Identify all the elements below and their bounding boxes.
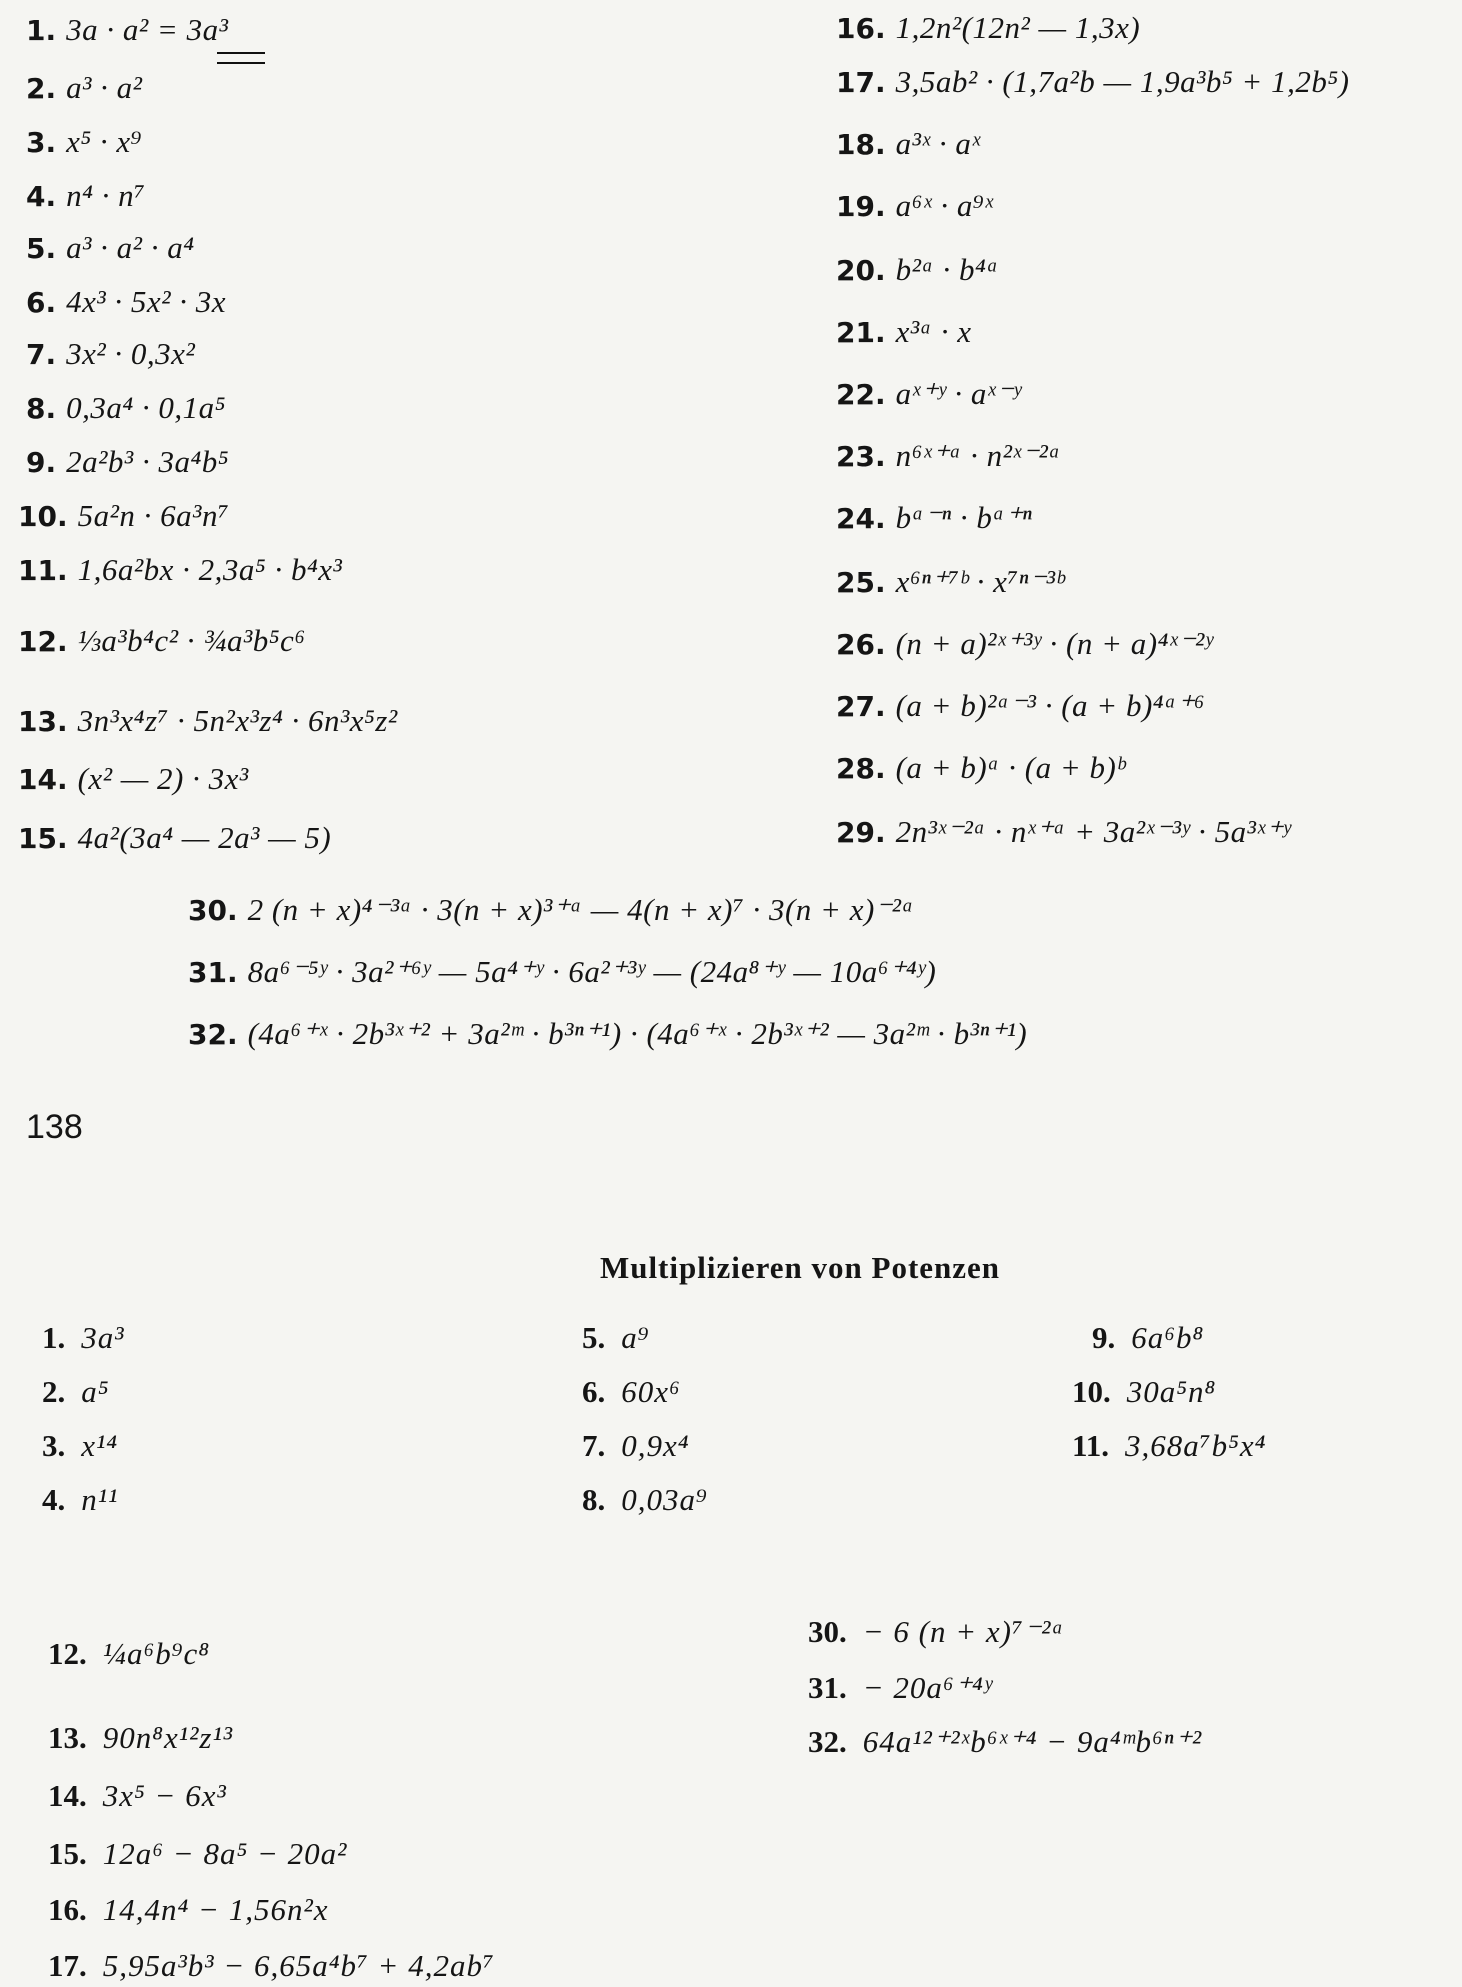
exercise-item: 15. 4a²(3a⁴ — 2a³ — 5) bbox=[18, 820, 332, 855]
answer-item: 6. 60x⁶ bbox=[582, 1374, 681, 1409]
exercise-item: 16. 1,2n²(12n² — 1,3x) bbox=[836, 10, 1141, 45]
answer-item: 16. 14,4n⁴ − 1,56n²x bbox=[48, 1892, 329, 1927]
exercise-item: 29. 2n³ˣ⁻²ᵃ · nˣ⁺ᵃ + 3a²ˣ⁻³ʸ · 5a³ˣ⁺ʸ bbox=[836, 814, 1291, 849]
answer-item: 13. 90n⁸x¹²z¹³ bbox=[48, 1720, 234, 1755]
exercise-item: 8. 0,3a⁴ · 0,1a⁵ bbox=[26, 390, 226, 425]
answer-item: 15. 12a⁶ − 8a⁵ − 20a² bbox=[48, 1836, 348, 1871]
exercise-item: 10. 5a²n · 6a³n⁷ bbox=[18, 498, 230, 533]
page-number: 138 bbox=[26, 1108, 83, 1146]
exercise-item: 17. 3,5ab² · (1,7a²b — 1,9a³b⁵ + 1,2b⁵) bbox=[836, 64, 1350, 99]
answer-item: 12. ¼a⁶b⁹c⁸ bbox=[48, 1636, 211, 1671]
answer-item: 14. 3x⁵ − 6x³ bbox=[48, 1778, 227, 1813]
exercise-item: 28. (a + b)ᵃ · (a + b)ᵇ bbox=[836, 750, 1126, 785]
answer-item: 32. 64a¹²⁺²ˣb⁶ˣ⁺⁴ − 9a⁴ᵐb⁶ⁿ⁺² bbox=[808, 1724, 1203, 1759]
exercise-item: 14. (x² — 2) · 3x³ bbox=[18, 761, 249, 796]
exercise-item: 5. a³ · a² · a⁴ bbox=[26, 230, 195, 265]
exercise-item: 12. ⅓a³b⁴c² · ¾a³b⁵c⁶ bbox=[18, 623, 306, 658]
answer-item: 1. 3a³ bbox=[42, 1320, 125, 1355]
exercise-item: 20. b²ᵃ · b⁴ᵃ bbox=[836, 252, 1000, 287]
exercise-item: 3. x⁵ · x⁹ bbox=[26, 124, 142, 159]
exercise-item: 24. bᵃ⁻ⁿ · bᵃ⁺ⁿ bbox=[836, 500, 1033, 535]
answer-item: 9. 6a⁶b⁸ bbox=[1092, 1320, 1205, 1355]
exercise-item: 25. x⁶ⁿ⁺⁷ᵇ · x⁷ⁿ⁻³ᵇ bbox=[836, 564, 1065, 599]
exercise-item: 22. aˣ⁺ʸ · aˣ⁻ʸ bbox=[836, 376, 1022, 411]
answer-item: 17. 5,95a³b³ − 6,65a⁴b⁷ + 4,2ab⁷ bbox=[48, 1948, 495, 1983]
exercise-item: 13. 3n³x⁴z⁷ · 5n²x³z⁴ · 6n³x⁵z² bbox=[18, 703, 398, 738]
answer-item: 3. x¹⁴ bbox=[42, 1428, 119, 1463]
exercise-item: 4. n⁴ · n⁷ bbox=[26, 178, 146, 213]
exercise-item: 23. n⁶ˣ⁺ᵃ · n²ˣ⁻²ᵃ bbox=[836, 438, 1062, 473]
exercise-item: 1. 3a · a² = 3a³ bbox=[26, 12, 229, 47]
exercise-item: 19. a⁶ˣ · a⁹ˣ bbox=[836, 188, 994, 223]
answer-item: 8. 0,03a⁹ bbox=[582, 1482, 708, 1517]
exercise-item: 21. x³ᵃ · x bbox=[836, 314, 972, 349]
exercise-item: 7. 3x² · 0,3x² bbox=[26, 336, 196, 371]
section-heading: Multiplizieren von Potenzen bbox=[599, 1250, 1001, 1285]
answer-item: 10. 30a⁵n⁸ bbox=[1072, 1374, 1217, 1409]
answer-item: 2. a⁵ bbox=[42, 1374, 110, 1409]
exercise-item: 26. (n + a)²ˣ⁺³ʸ · (n + a)⁴ˣ⁻²ʸ bbox=[836, 626, 1214, 661]
answer-item: 11. 3,68a⁷b⁵x⁴ bbox=[1072, 1428, 1267, 1463]
answer-item: 30. − 6 (n + x)⁷⁻²ᵃ bbox=[808, 1614, 1065, 1649]
answer-item: 4. n¹¹ bbox=[42, 1482, 119, 1517]
exercise-item: 18. a³ˣ · aˣ bbox=[836, 126, 981, 161]
exercise-item: 9. 2a²b³ · 3a⁴b⁵ bbox=[26, 444, 230, 479]
exercise-item: 27. (a + b)²ᵃ⁻³ · (a + b)⁴ᵃ⁺⁶ bbox=[836, 688, 1206, 723]
answer-item: 5. a⁹ bbox=[582, 1320, 650, 1355]
exercise-item: 6. 4x³ · 5x² · 3x bbox=[26, 284, 226, 319]
exercise-item: 11. 1,6a²bx · 2,3a⁵ · b⁴x³ bbox=[18, 552, 343, 587]
double-underline bbox=[217, 52, 265, 64]
exercise-item: 32. (4a⁶⁺ˣ · 2b³ˣ⁺² + 3a²ᵐ · b³ⁿ⁺¹) · (4a⁶⁺ˣ · 2b³ˣ⁺² — 3a²ᵐ · b³ⁿ⁺¹) bbox=[188, 1016, 1028, 1051]
exercise-item: 31. 8a⁶⁻⁵ʸ · 3a²⁺⁶ʸ — 5a⁴⁺ʸ · 6a²⁺³ʸ — (24a⁸⁺ʸ — 10a⁶⁺⁴ʸ) bbox=[188, 954, 937, 989]
answer-item: 31. − 20a⁶⁺⁴ʸ bbox=[808, 1670, 993, 1705]
exercise-item: 30. 2 (n + x)⁴⁻³ᵃ · 3(n + x)³⁺ᵃ — 4(n + x)⁷ · 3(n + x)⁻²ᵃ bbox=[188, 892, 915, 927]
exercise-item: 2. a³ · a² bbox=[26, 70, 143, 105]
answer-item: 7. 0,9x⁴ bbox=[582, 1428, 690, 1463]
